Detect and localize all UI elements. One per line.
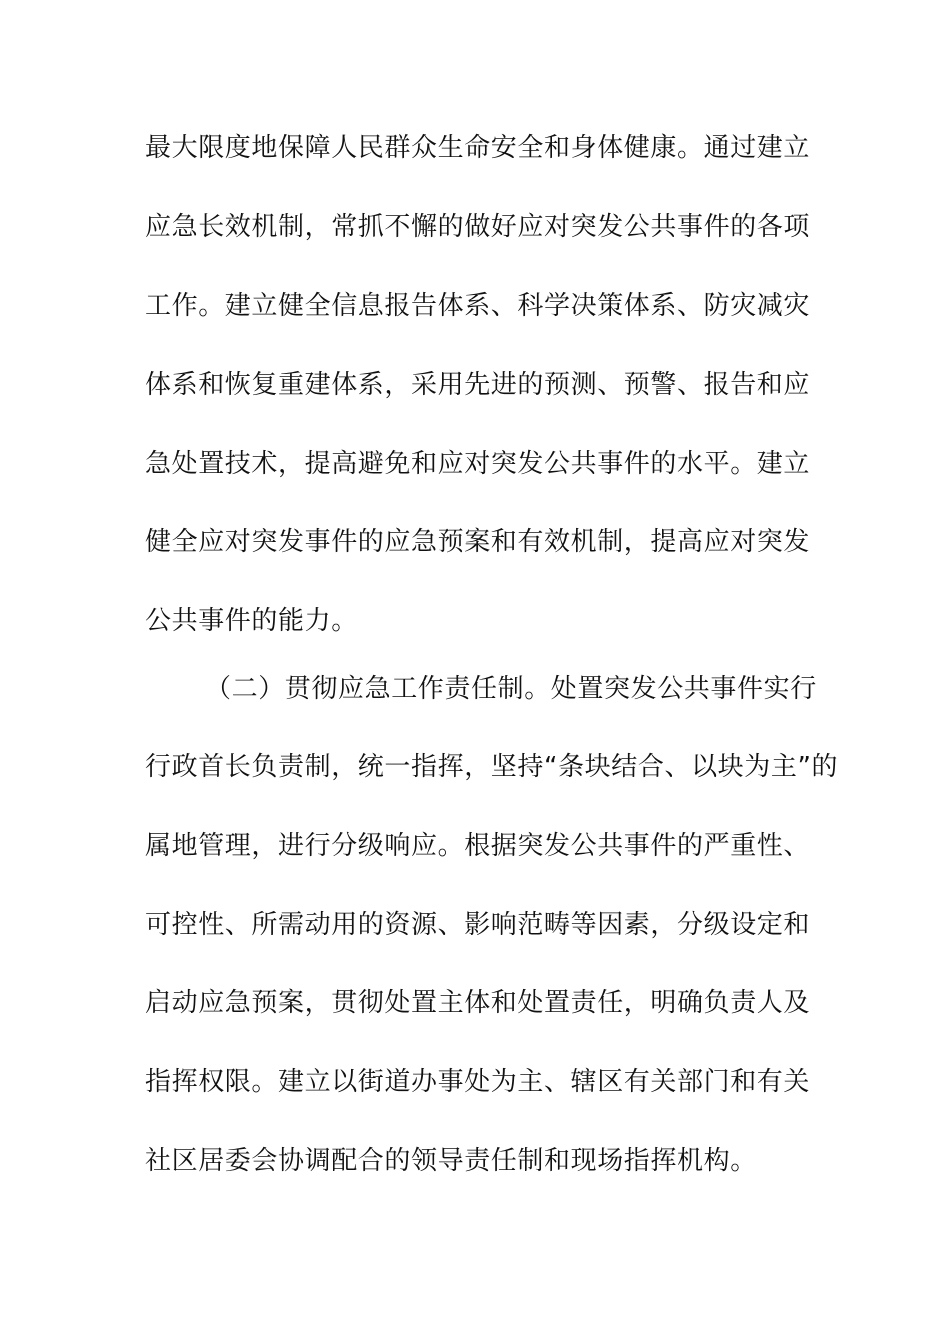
paragraph-1-line-6: 健全应对突发事件的应急预案和有效机制，提高应对突发 <box>145 527 811 557</box>
paragraph-1-line-1: 最大限度地保障人民群众生命安全和身体健康。通过建立 <box>145 133 811 163</box>
paragraph-2-line-4: 可控性、所需动用的资源、影响范畴等因素，分级设定和 <box>145 910 811 940</box>
paragraph-1-line-7: 公共事件的能力。 <box>145 606 358 636</box>
paragraph-2-line-6: 指挥权限。建立以街道办事处为主、辖区有关部门和有关 <box>145 1067 811 1097</box>
paragraph-1-line-3: 工作。建立健全信息报告体系、科学决策体系、防灾减灾 <box>145 291 811 321</box>
paragraph-1-line-2: 应急长效机制，常抓不懈的做好应对突发公共事件的各项 <box>145 212 811 242</box>
paragraph-2-line-7: 社区居委会协调配合的领导责任制和现场指挥机构。 <box>145 1146 757 1176</box>
paragraph-1-line-4: 体系和恢复重建体系，采用先进的预测、预警、报告和应 <box>145 370 811 400</box>
paragraph-2-line-2: 行政首长负责制，统一指挥，坚持“条块结合、以块为主”的 <box>145 752 839 782</box>
paragraph-2-line-1: （二）贯彻应急工作责任制。处置突发公共事件实行 <box>205 674 817 704</box>
paragraph-1-line-5: 急处置技术，提高避免和应对突发公共事件的水平。建立 <box>145 449 811 479</box>
paragraph-2-line-5: 启动应急预案，贯彻处置主体和处置责任，明确负责人及 <box>145 988 811 1018</box>
paragraph-2-line-3: 属地管理，进行分级响应。根据突发公共事件的严重性、 <box>145 831 811 861</box>
